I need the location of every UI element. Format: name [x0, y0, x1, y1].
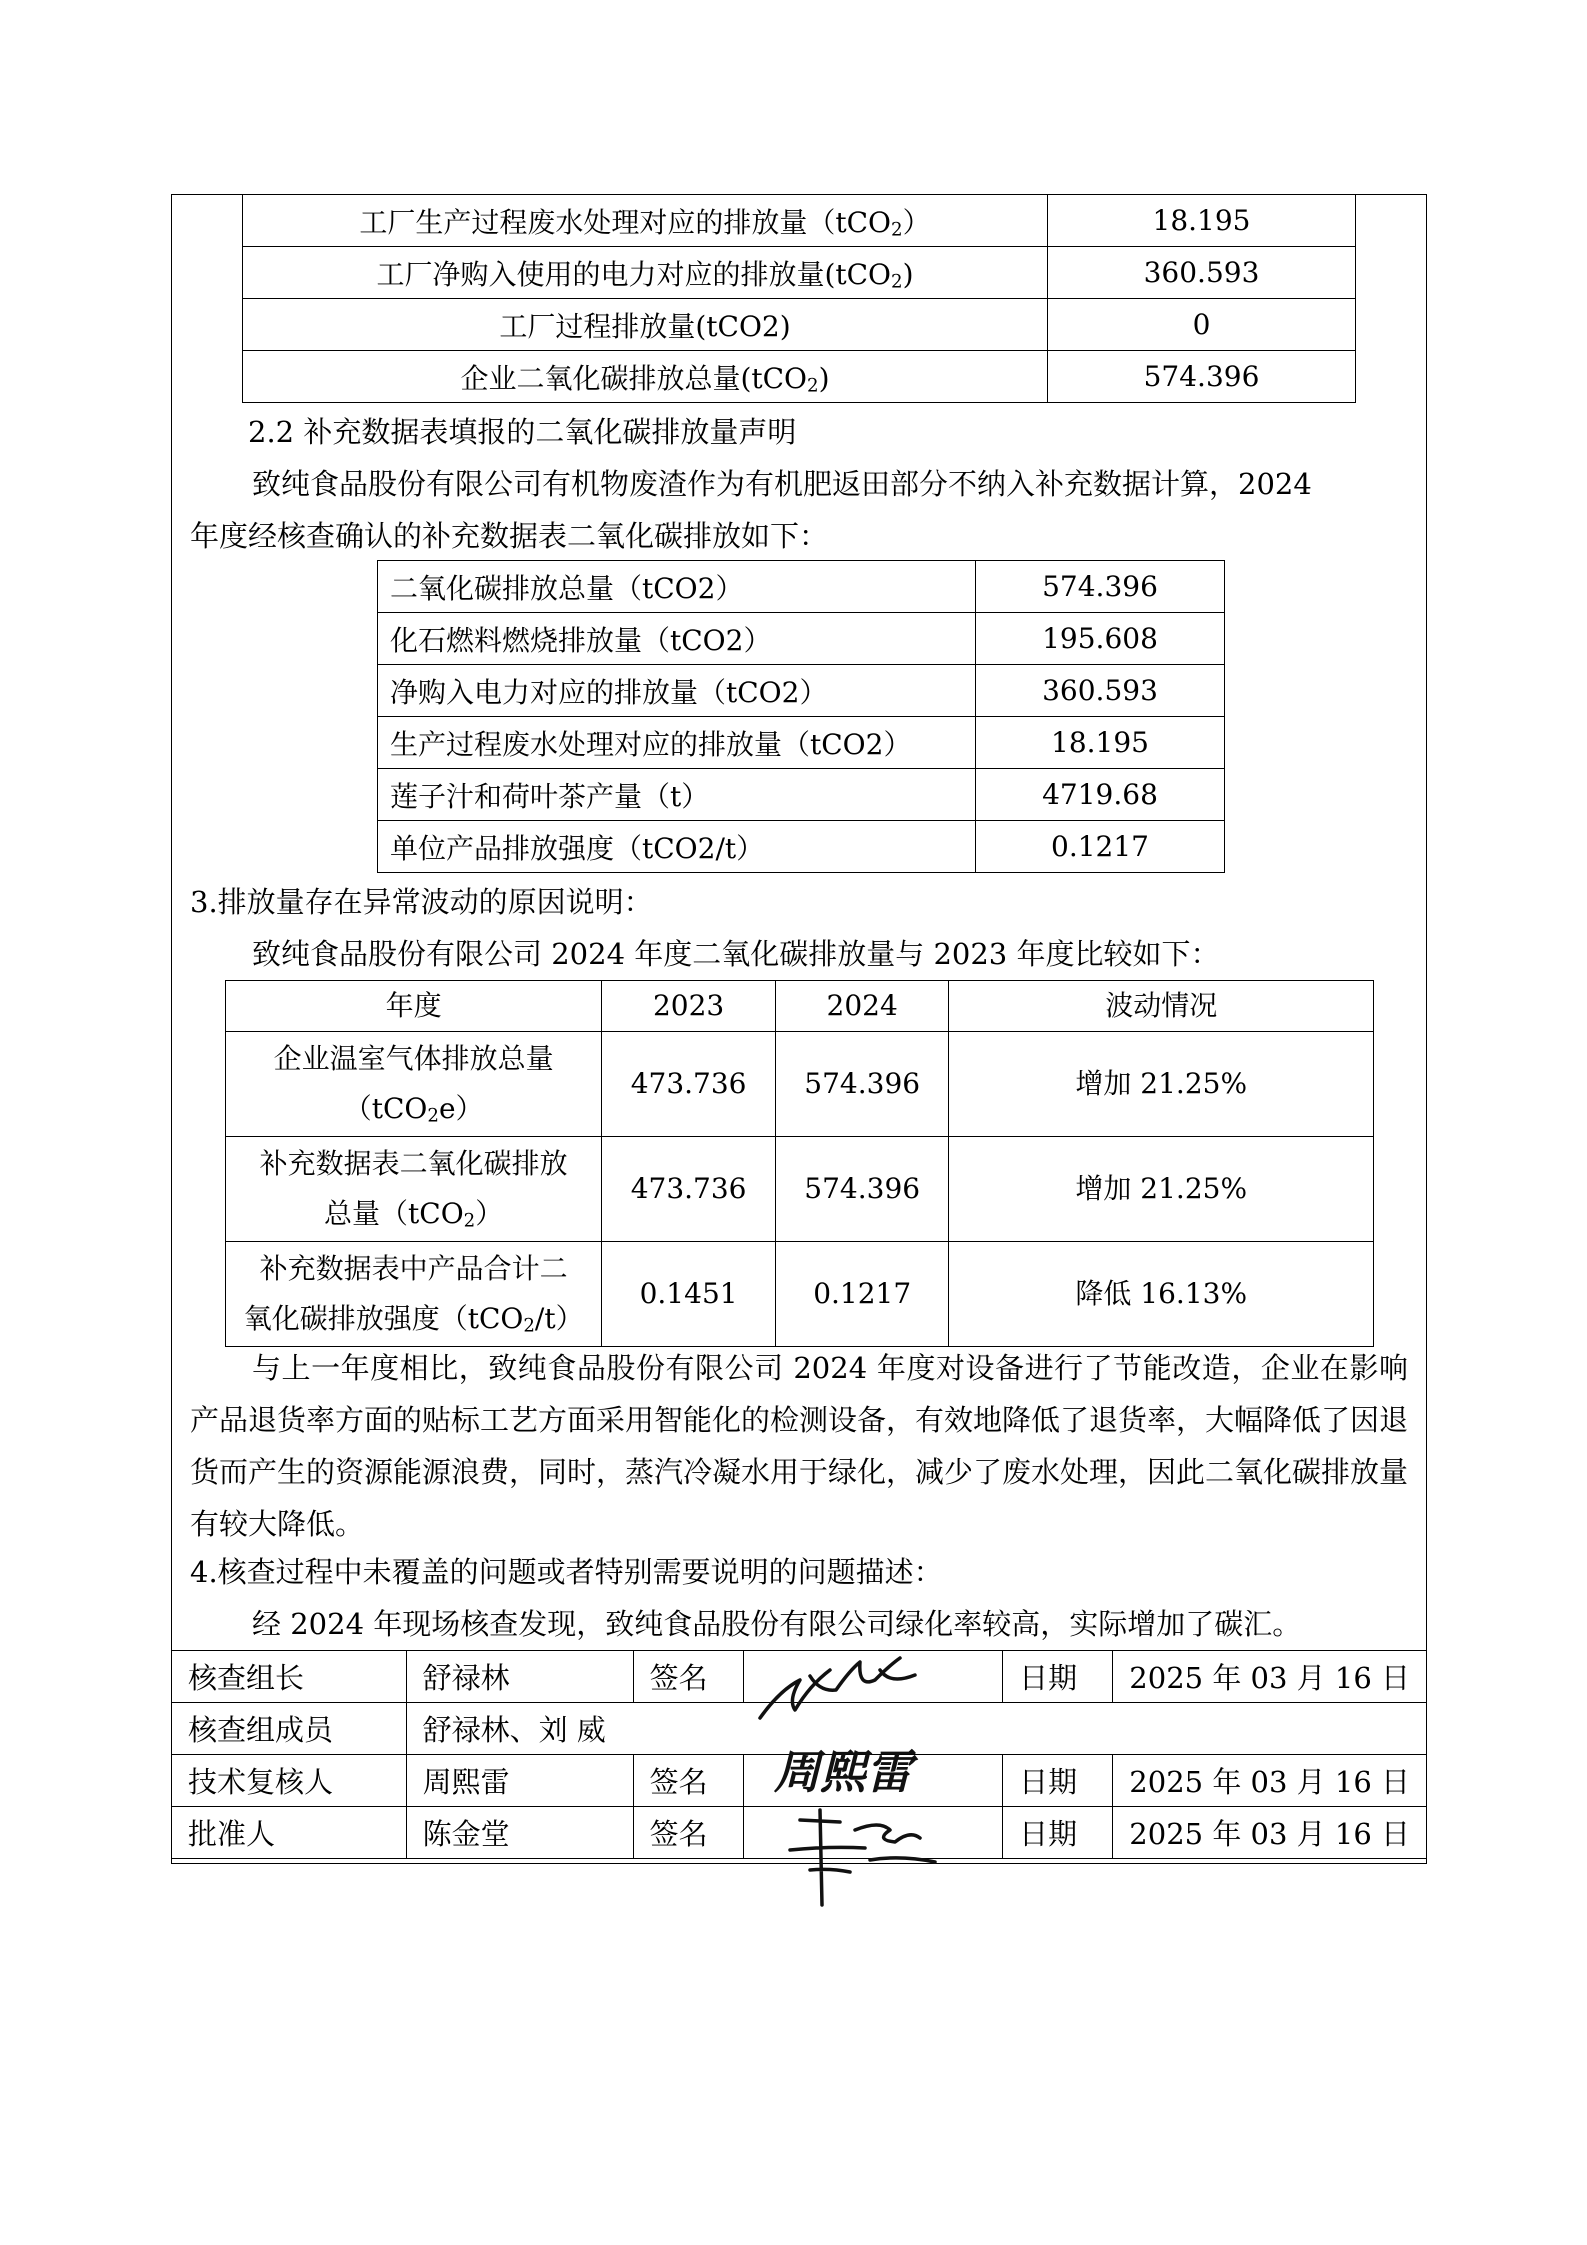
value-2024: 574.396 [775, 1137, 949, 1242]
label-line1: 补充数据表中产品合计二 [259, 1252, 568, 1285]
emissions-row-value: 0 [1048, 299, 1356, 351]
reviewer-signature [770, 1740, 940, 1800]
supplementary-row-label: 二氧化碳排放总量（tCO2） [378, 561, 976, 613]
change-value: 降低 16.13% [949, 1242, 1374, 1347]
supplementary-row-value: 195.608 [976, 613, 1225, 665]
members-label: 核查组成员 [172, 1703, 407, 1755]
value-2023: 0.1451 [602, 1242, 776, 1347]
label-line2-text: 总量（tCO [324, 1197, 464, 1230]
comparison-row-label [226, 1137, 602, 1242]
label-line2-end: e） [438, 1092, 484, 1125]
label-line2-end: /t） [534, 1302, 584, 1335]
comparison-row [226, 1137, 1374, 1242]
supplementary-row-label: 莲子汁和荷叶茶产量（t） [378, 769, 976, 821]
label-line2 [238, 1294, 589, 1344]
reviewer-sign-label: 签名 [633, 1755, 743, 1807]
value-2024: 574.396 [775, 1032, 949, 1137]
label-line1: 企业温室气体排放总量 [273, 1042, 554, 1075]
emissions-row [243, 351, 1356, 403]
emissions-row [243, 195, 1356, 247]
supplementary-row-label: 单位产品排放强度（tCO2/t） [378, 821, 976, 873]
label-line2 [238, 1189, 589, 1239]
emissions-row-label [243, 195, 1048, 247]
approver-sign-label: 签名 [633, 1807, 743, 1859]
header-2023: 2023 [602, 981, 776, 1032]
emissions-row-value: 18.195 [1048, 195, 1356, 247]
leader-date: 2025 年 03 月 16 日 [1113, 1651, 1427, 1703]
label-subscript: 2 [891, 271, 903, 293]
label-line2 [238, 1084, 589, 1134]
supplementary-row-value: 360.593 [976, 665, 1225, 717]
emissions-row-value: 574.396 [1048, 351, 1356, 403]
label-line1: 补充数据表二氧化碳排放 [259, 1147, 568, 1180]
header-change: 波动情况 [949, 981, 1374, 1032]
header-2024: 2024 [775, 981, 949, 1032]
supplementary-row-value: 4719.68 [976, 769, 1225, 821]
label-line2-end: ） [475, 1197, 504, 1230]
emissions-summary-table [242, 194, 1356, 403]
supplementary-row [378, 717, 1225, 769]
analysis-paragraph: 与上一年度相比，致纯食品股份有限公司 2024 年度对设备进行了节能改造，企业在影响产品退货率方面的贴标工艺方面采用智能化的检测设备，有效地降低了退货率，大幅降低了因退货而产生的资源能源浪费，同时，蒸汽冷凝水用于绿化，减少了废水处理，因此二氧化碳排放量有较大降低。 [190, 1351, 1409, 1541]
reviewer-signature-text: 周熙雷 [774, 1745, 912, 1799]
supplementary-row-label: 化石燃料燃烧排放量（tCO2） [378, 613, 976, 665]
section-4-heading: 4.核查过程中未覆盖的问题或者特别需要说明的问题描述： [190, 1555, 943, 1589]
approver-date: 2025 年 03 月 16 日 [1113, 1807, 1427, 1859]
emissions-row-label [243, 351, 1048, 403]
approver-signature [770, 1800, 950, 1910]
label-text: 工厂过程排放量(tCO2) [499, 309, 791, 343]
members-names: 舒禄林、刘 威 [406, 1703, 1426, 1755]
comparison-row-label [226, 1032, 602, 1137]
label-line2-text: 氧化碳排放强度（tCO [243, 1302, 524, 1335]
reviewer-label: 技术复核人 [172, 1755, 407, 1807]
label-line2-subscript: 2 [463, 1210, 476, 1232]
label-line2-text: （tCO [343, 1092, 428, 1125]
label-line2-subscript: 2 [427, 1105, 439, 1127]
supplementary-row [378, 769, 1225, 821]
supplementary-row-label: 净购入电力对应的排放量（tCO2） [378, 665, 976, 717]
emissions-row-label [243, 299, 1048, 351]
approver-label: 批准人 [172, 1807, 407, 1859]
label-text: 工厂生产过程废水处理对应的排放量（tCO [359, 205, 892, 239]
approver-date-label: 日期 [1003, 1807, 1113, 1859]
emissions-row-value: 360.593 [1048, 247, 1356, 299]
comparison-row [226, 1242, 1374, 1347]
reviewer-date: 2025 年 03 月 16 日 [1113, 1755, 1427, 1807]
section-4-body: 经 2024 年现场核查发现，致纯食品股份有限公司绿化率较高，实际增加了碳汇。 [252, 1607, 1302, 1641]
value-2024: 0.1217 [775, 1242, 949, 1347]
supplementary-row [378, 613, 1225, 665]
leader-date-label: 日期 [1003, 1651, 1113, 1703]
supplementary-row-value: 574.396 [976, 561, 1225, 613]
supplementary-row-label: 生产过程废水处理对应的排放量（tCO2） [378, 717, 976, 769]
leader-label: 核查组长 [172, 1651, 407, 1703]
comparison-row-label [226, 1242, 602, 1347]
comparison-header-row [226, 981, 1374, 1032]
label-text-end: ) [902, 257, 914, 291]
emissions-row [243, 247, 1356, 299]
supplementary-row [378, 561, 1225, 613]
emissions-row [243, 299, 1356, 351]
value-2023: 473.736 [602, 1137, 776, 1242]
leader-name: 舒禄林 [406, 1651, 633, 1703]
change-value: 增加 21.25% [949, 1032, 1374, 1137]
section-2-2-para-line1: 致纯食品股份有限公司有机物废渣作为有机肥返田部分不纳入补充数据计算，2024 [252, 467, 1312, 501]
label-text: 企业二氧化碳排放总量(tCO [460, 361, 808, 395]
section-3-heading: 3.排放量存在异常波动的原因说明： [190, 885, 653, 919]
supplementary-row-value: 0.1217 [976, 821, 1225, 873]
label-text: 工厂净购入使用的电力对应的排放量(tCO [376, 257, 892, 291]
emissions-row-label [243, 247, 1048, 299]
supplementary-data-table [377, 560, 1225, 873]
label-text-end: ） [902, 205, 931, 239]
value-2023: 473.736 [602, 1032, 776, 1137]
label-subscript: 2 [807, 375, 819, 397]
label-line2-subscript: 2 [523, 1315, 535, 1337]
reviewer-name: 周熙雷 [406, 1755, 633, 1807]
supplementary-row-value: 18.195 [976, 717, 1225, 769]
reviewer-date-label: 日期 [1003, 1755, 1113, 1807]
section-2-2-para-line2: 年度经核查确认的补充数据表二氧化碳排放如下： [190, 519, 829, 553]
change-value: 增加 21.25% [949, 1137, 1374, 1242]
comparison-row [226, 1032, 1374, 1137]
header-year: 年度 [226, 981, 602, 1032]
year-comparison-table [225, 980, 1374, 1347]
label-subscript: 2 [891, 219, 903, 241]
leader-sign-label: 签名 [633, 1651, 743, 1703]
supplementary-row [378, 821, 1225, 873]
approver-name: 陈金堂 [406, 1807, 633, 1859]
label-text-end: ) [818, 361, 830, 395]
section-2-2-heading: 2.2 补充数据表填报的二氧化碳排放量声明 [248, 415, 797, 449]
supplementary-row [378, 665, 1225, 717]
section-3-intro: 致纯食品股份有限公司 2024 年度二氧化碳排放量与 2023 年度比较如下： [252, 937, 1220, 971]
leader-signature [740, 1640, 960, 1730]
